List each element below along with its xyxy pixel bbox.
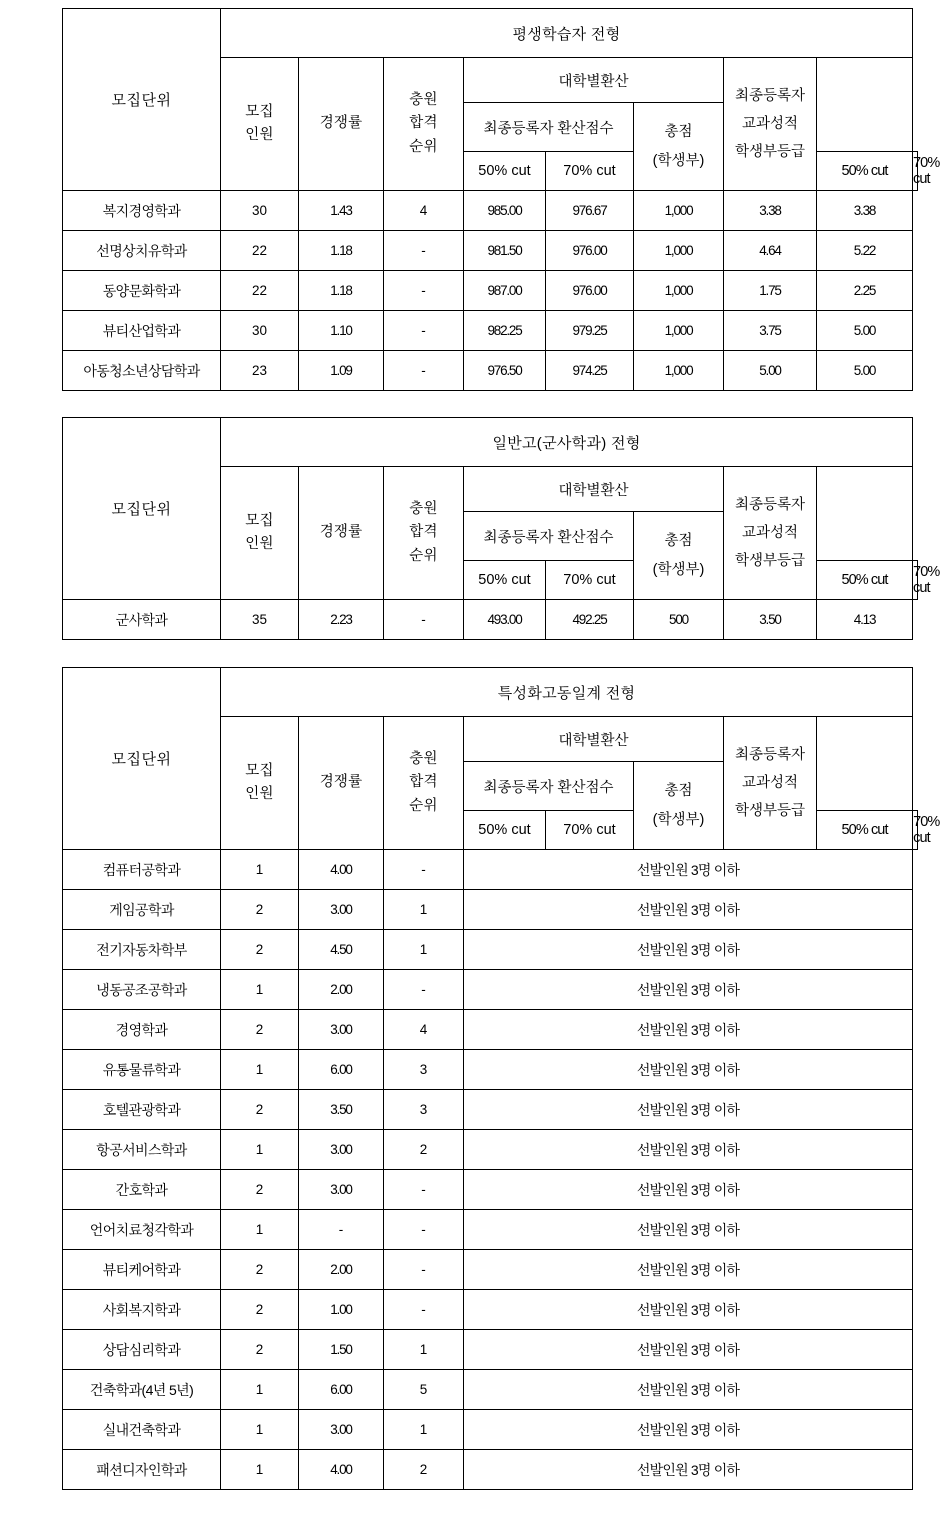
header-score-cut70: 70% cut — [546, 561, 634, 600]
cell-quota: 1 — [221, 1370, 299, 1410]
admissions-table-2 — [62, 417, 940, 640]
cell-rate: 4.00 — [299, 850, 384, 890]
cell-cut50: 985.00 — [464, 191, 546, 231]
cell-unit: 상담심리학과 — [63, 1330, 221, 1370]
table-header — [63, 668, 940, 850]
cell-unit: 호텔관광학과 — [63, 1090, 221, 1130]
header-quota — [221, 717, 299, 850]
header-competition-rate: 경쟁률 — [299, 717, 384, 850]
cell-unit: 실내건축학과 — [63, 1410, 221, 1450]
header-total-score — [634, 512, 724, 600]
cell-grade70: 5.22 — [817, 231, 913, 271]
header-final-grade — [724, 58, 817, 191]
cell-order: 4 — [384, 191, 464, 231]
cell-grade70: 4.13 — [817, 600, 913, 640]
header-final-grade — [724, 467, 817, 600]
cell-merged-note: 선발인원 3명 이하 — [464, 1170, 913, 1210]
header-grade-cut70: 70% cut — [913, 561, 918, 600]
cell-merged-note: 선발인원 3명 이하 — [464, 1330, 913, 1370]
cell-merged-note: 선발인원 3명 이하 — [464, 1370, 913, 1410]
table-body-2 — [63, 600, 918, 640]
header-total-score — [634, 762, 724, 850]
cell-quota: 22 — [221, 231, 299, 271]
header-quota-line1: 모집 — [245, 762, 274, 779]
cell-rate: 6.00 — [299, 1050, 384, 1090]
cell-rate: 4.50 — [299, 930, 384, 970]
cell-quota: 2 — [221, 930, 299, 970]
cell-rate: 1.10 — [299, 311, 384, 351]
header-waitlist-order — [384, 467, 464, 600]
table-title: 평생학습자 전형 — [221, 9, 913, 58]
header-waitlist-order — [384, 58, 464, 191]
table-header — [63, 9, 940, 191]
table-row — [63, 1410, 918, 1450]
cell-unit: 군사학과 — [63, 600, 221, 640]
header-quota-line1: 모집 — [245, 512, 274, 529]
header-quota — [221, 58, 299, 191]
cell-grade50: 1.75 — [724, 271, 817, 311]
cell-grade50: 3.38 — [724, 191, 817, 231]
header-total-line2: (학생부) — [652, 811, 705, 828]
cell-unit: 유통물류학과 — [63, 1050, 221, 1090]
header-final-grade — [724, 717, 817, 850]
header-final-grade-line3: 학생부등급 — [734, 803, 806, 820]
cell-merged-note: 선발인원 3명 이하 — [464, 1290, 913, 1330]
cell-grade70: 3.38 — [817, 191, 913, 231]
cell-unit: 컴퓨터공학과 — [63, 850, 221, 890]
table-row — [63, 1330, 918, 1370]
table-row — [63, 231, 918, 271]
cell-quota: 23 — [221, 351, 299, 391]
header-grade-cut50: 50% cut — [817, 152, 913, 191]
header-quota-line1: 모집 — [245, 103, 274, 120]
header-quota-line2: 인원 — [245, 127, 274, 143]
header-grade-cut70: 70% cut — [913, 152, 918, 191]
cell-total: 1,000 — [634, 271, 724, 311]
cell-cut50: 987.00 — [464, 271, 546, 311]
admissions-table-3 — [62, 667, 940, 1490]
cell-unit: 경영학과 — [63, 1010, 221, 1050]
cell-rate: - — [299, 1210, 384, 1250]
cell-unit: 복지경영학과 — [63, 191, 221, 231]
cell-unit: 아동청소년상담학과 — [63, 351, 221, 391]
cell-order: - — [384, 850, 464, 890]
cell-unit: 냉동공조공학과 — [63, 970, 221, 1010]
cell-order: 1 — [384, 1330, 464, 1370]
table-header — [63, 418, 940, 600]
header-final-registrant-score: 최종등록자 환산점수 — [464, 103, 634, 152]
header-university-conversion: 대학별환산 — [464, 467, 724, 512]
header-competition-rate: 경쟁률 — [299, 467, 384, 600]
cell-cut70: 976.00 — [546, 231, 634, 271]
header-waitlist-line2: 합격 — [409, 524, 438, 541]
header-final-grade-line1: 최종등록자 — [734, 496, 806, 513]
table-row — [63, 1210, 918, 1250]
table-row — [63, 930, 918, 970]
cell-total: 1,000 — [634, 231, 724, 271]
cell-quota: 1 — [221, 1450, 299, 1490]
cell-merged-note: 선발인원 3명 이하 — [464, 1050, 913, 1090]
table-row — [63, 1050, 918, 1090]
header-waitlist-line1: 충원 — [409, 750, 438, 767]
cell-unit: 게임공학과 — [63, 890, 221, 930]
cell-merged-note: 선발인원 3명 이하 — [464, 1450, 913, 1490]
cell-grade50: 4.64 — [724, 231, 817, 271]
cell-quota: 30 — [221, 191, 299, 231]
header-quota — [221, 467, 299, 600]
table-row — [63, 311, 918, 351]
cell-order: - — [384, 351, 464, 391]
header-waitlist-line3: 순위 — [409, 138, 438, 155]
cell-order: - — [384, 1250, 464, 1290]
cell-order: - — [384, 1170, 464, 1210]
cell-rate: 3.00 — [299, 1170, 384, 1210]
cell-unit: 뷰티케어학과 — [63, 1250, 221, 1290]
cell-unit: 건축학과(4년 5년) — [63, 1370, 221, 1410]
cell-rate: 3.50 — [299, 1090, 384, 1130]
cell-total: 1,000 — [634, 311, 724, 351]
cell-cut70: 492.25 — [546, 600, 634, 640]
cell-merged-note: 선발인원 3명 이하 — [464, 1090, 913, 1130]
header-final-registrant-score: 최종등록자 환산점수 — [464, 762, 634, 811]
cell-order: 4 — [384, 1010, 464, 1050]
header-university-conversion: 대학별환산 — [464, 717, 724, 762]
cell-rate: 6.00 — [299, 1370, 384, 1410]
table-row — [63, 890, 918, 930]
table-row — [63, 1250, 918, 1290]
header-university-conversion: 대학별환산 — [464, 58, 724, 103]
header-total-score — [634, 103, 724, 191]
header-final-grade-line3: 학생부등급 — [734, 553, 806, 570]
cell-rate: 3.00 — [299, 1010, 384, 1050]
cell-unit: 간호학과 — [63, 1170, 221, 1210]
cell-order: - — [384, 600, 464, 640]
cell-unit: 언어치료청각학과 — [63, 1210, 221, 1250]
header-unit: 모집단위 — [63, 9, 221, 191]
cell-unit: 선명상치유학과 — [63, 231, 221, 271]
cell-rate: 1.18 — [299, 231, 384, 271]
cell-quota: 22 — [221, 271, 299, 311]
header-quota-line2: 인원 — [245, 786, 274, 802]
table-row — [63, 191, 918, 231]
cell-cut50: 981.50 — [464, 231, 546, 271]
header-total-line1: 총점 — [664, 123, 693, 140]
cell-quota: 2 — [221, 890, 299, 930]
cell-unit: 동양문화학과 — [63, 271, 221, 311]
cell-merged-note: 선발인원 3명 이하 — [464, 970, 913, 1010]
table-row — [63, 1170, 918, 1210]
cell-merged-note: 선발인원 3명 이하 — [464, 930, 913, 970]
cell-rate: 1.18 — [299, 271, 384, 311]
cell-unit: 뷰티산업학과 — [63, 311, 221, 351]
table-title: 특성화고동일계 전형 — [221, 668, 913, 717]
cell-merged-note: 선발인원 3명 이하 — [464, 1130, 913, 1170]
header-score-cut70: 70% cut — [546, 152, 634, 191]
cell-order: 3 — [384, 1090, 464, 1130]
header-waitlist-line3: 순위 — [409, 547, 438, 564]
cell-unit: 전기자동차학부 — [63, 930, 221, 970]
cell-order: - — [384, 1210, 464, 1250]
cell-quota: 2 — [221, 1010, 299, 1050]
header-score-cut50: 50% cut — [464, 561, 546, 600]
cell-grade50: 3.75 — [724, 311, 817, 351]
cell-grade50: 5.00 — [724, 351, 817, 391]
header-final-grade-spacer — [817, 717, 913, 811]
header-total-line2: (학생부) — [652, 561, 705, 578]
cell-cut70: 976.00 — [546, 271, 634, 311]
header-waitlist-line3: 순위 — [409, 797, 438, 814]
cell-quota: 1 — [221, 1130, 299, 1170]
table-body-3 — [63, 850, 918, 1490]
cell-rate: 4.00 — [299, 1450, 384, 1490]
cell-rate: 2.00 — [299, 970, 384, 1010]
cell-grade50: 3.50 — [724, 600, 817, 640]
table-body-1 — [63, 191, 918, 391]
cell-unit: 사회복지학과 — [63, 1290, 221, 1330]
header-total-line2: (학생부) — [652, 152, 705, 169]
header-competition-rate: 경쟁률 — [299, 58, 384, 191]
cell-rate: 3.00 — [299, 890, 384, 930]
cell-unit: 패션디자인학과 — [63, 1450, 221, 1490]
cell-grade70: 5.00 — [817, 311, 913, 351]
cell-quota: 30 — [221, 311, 299, 351]
cell-quota: 2 — [221, 1250, 299, 1290]
header-final-grade-line3: 학생부등급 — [734, 144, 806, 161]
table-row — [63, 1090, 918, 1130]
header-quota-line2: 인원 — [245, 536, 274, 552]
cell-cut70: 974.25 — [546, 351, 634, 391]
cell-order: 3 — [384, 1050, 464, 1090]
cell-order: - — [384, 970, 464, 1010]
cell-total: 1,000 — [634, 351, 724, 391]
header-grade-cut70: 70% cut — [913, 811, 918, 850]
cell-total: 1,000 — [634, 191, 724, 231]
table-row — [63, 970, 918, 1010]
table-row — [63, 600, 918, 640]
header-final-grade-line2: 교과성적 — [741, 524, 799, 541]
cell-rate: 1.09 — [299, 351, 384, 391]
cell-order: - — [384, 311, 464, 351]
table-row — [63, 1370, 918, 1410]
cell-rate: 2.00 — [299, 1250, 384, 1290]
cell-quota: 1 — [221, 970, 299, 1010]
cell-quota: 1 — [221, 1410, 299, 1450]
header-final-grade-spacer — [817, 58, 913, 152]
header-waitlist-line2: 합격 — [409, 774, 438, 791]
table-row — [63, 1010, 918, 1050]
cell-order: 2 — [384, 1450, 464, 1490]
cell-cut50: 976.50 — [464, 351, 546, 391]
cell-total: 500 — [634, 600, 724, 640]
cell-order: - — [384, 1290, 464, 1330]
table-row — [63, 1130, 918, 1170]
cell-rate: 3.00 — [299, 1130, 384, 1170]
header-final-grade-line2: 교과성적 — [741, 115, 799, 132]
header-waitlist-order — [384, 717, 464, 850]
cell-cut70: 979.25 — [546, 311, 634, 351]
header-unit: 모집단위 — [63, 418, 221, 600]
header-grade-cut50: 50% cut — [817, 811, 913, 850]
cell-order: 1 — [384, 890, 464, 930]
cell-merged-note: 선발인원 3명 이하 — [464, 890, 913, 930]
cell-quota: 35 — [221, 600, 299, 640]
cell-cut50: 493.00 — [464, 600, 546, 640]
cell-order: - — [384, 231, 464, 271]
header-final-registrant-score: 최종등록자 환산점수 — [464, 512, 634, 561]
table-row — [63, 271, 918, 311]
cell-order: 1 — [384, 930, 464, 970]
cell-unit: 항공서비스학과 — [63, 1130, 221, 1170]
cell-order: 2 — [384, 1130, 464, 1170]
header-waitlist-line1: 충원 — [409, 91, 438, 108]
header-total-line1: 총점 — [664, 782, 693, 799]
table-title: 일반고(군사학과) 전형 — [221, 418, 913, 467]
cell-quota: 2 — [221, 1170, 299, 1210]
table-gap — [62, 640, 918, 667]
cell-cut50: 982.25 — [464, 311, 546, 351]
cell-grade70: 2.25 — [817, 271, 913, 311]
table-row — [63, 1450, 918, 1490]
header-total-line1: 총점 — [664, 532, 693, 549]
cell-merged-note: 선발인원 3명 이하 — [464, 1010, 913, 1050]
cell-quota: 1 — [221, 1210, 299, 1250]
table-row — [63, 850, 918, 890]
cell-rate: 3.00 — [299, 1410, 384, 1450]
cell-rate: 2.23 — [299, 600, 384, 640]
table-row — [63, 1290, 918, 1330]
cell-order: - — [384, 271, 464, 311]
cell-order: 1 — [384, 1410, 464, 1450]
header-final-grade-spacer — [817, 467, 913, 561]
cell-quota: 2 — [221, 1330, 299, 1370]
cell-rate: 1.43 — [299, 191, 384, 231]
cell-quota: 1 — [221, 850, 299, 890]
cell-quota: 2 — [221, 1090, 299, 1130]
header-waitlist-line2: 합격 — [409, 115, 438, 132]
admissions-table-1 — [62, 8, 940, 391]
cell-rate: 1.50 — [299, 1330, 384, 1370]
header-final-grade-line1: 최종등록자 — [734, 87, 806, 104]
header-unit: 모집단위 — [63, 668, 221, 850]
header-grade-cut50: 50% cut — [817, 561, 913, 600]
header-waitlist-line1: 충원 — [409, 500, 438, 517]
cell-cut70: 976.67 — [546, 191, 634, 231]
header-final-grade-line1: 최종등록자 — [734, 746, 806, 763]
header-final-grade-line2: 교과성적 — [741, 774, 799, 791]
table-gap — [62, 391, 918, 417]
header-score-cut50: 50% cut — [464, 811, 546, 850]
header-score-cut50: 50% cut — [464, 152, 546, 191]
table-row — [63, 351, 918, 391]
cell-merged-note: 선발인원 3명 이하 — [464, 1250, 913, 1290]
cell-merged-note: 선발인원 3명 이하 — [464, 1210, 913, 1250]
cell-quota: 1 — [221, 1050, 299, 1090]
cell-quota: 2 — [221, 1290, 299, 1330]
cell-order: 5 — [384, 1370, 464, 1410]
cell-merged-note: 선발인원 3명 이하 — [464, 850, 913, 890]
header-score-cut70: 70% cut — [546, 811, 634, 850]
cell-merged-note: 선발인원 3명 이하 — [464, 1410, 913, 1450]
cell-grade70: 5.00 — [817, 351, 913, 391]
cell-rate: 1.00 — [299, 1290, 384, 1330]
